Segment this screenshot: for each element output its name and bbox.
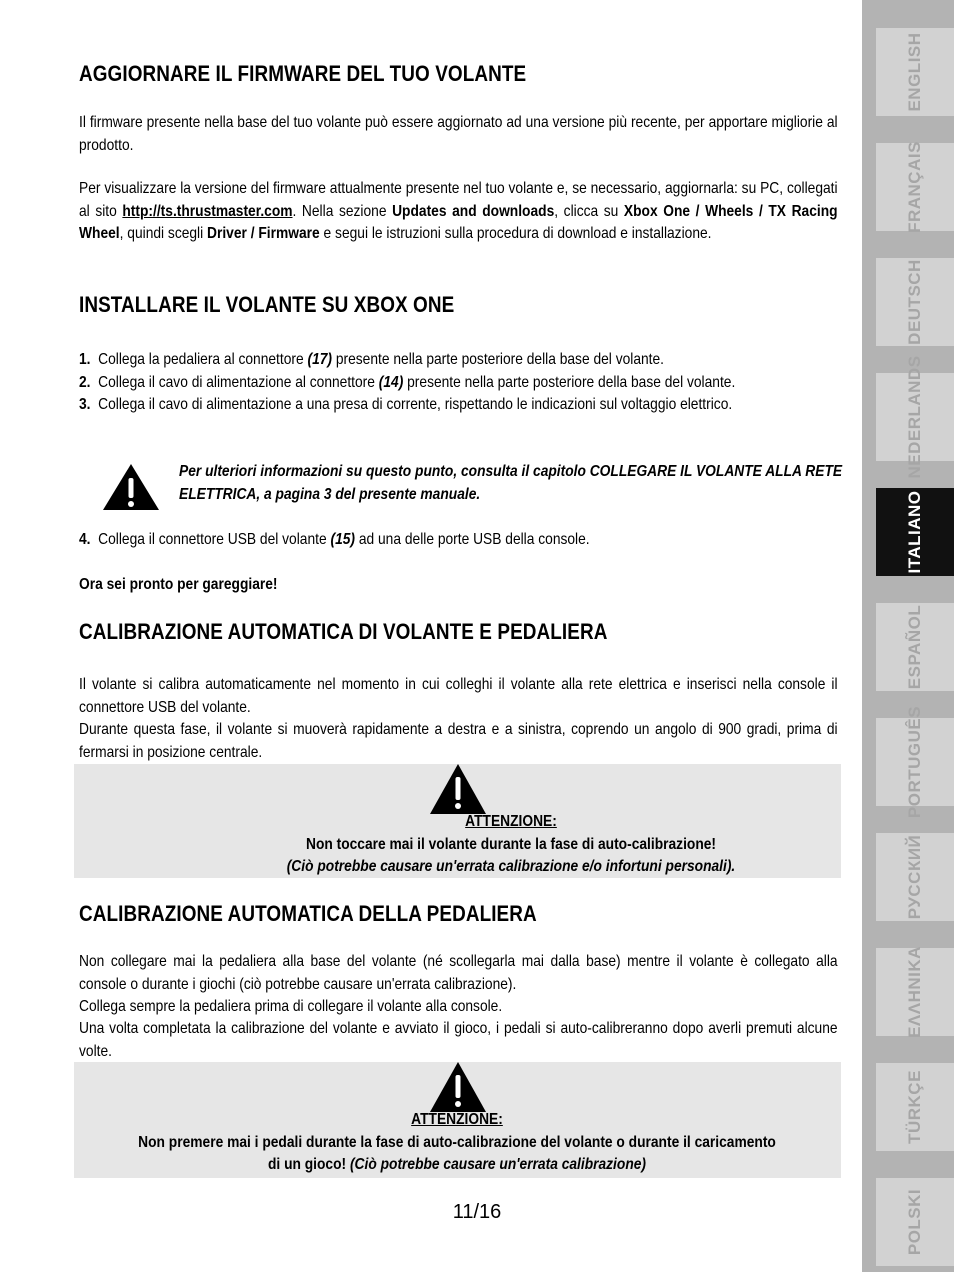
tab-turkce[interactable]: TÜRKÇE xyxy=(876,1063,954,1151)
firmware-paragraph-1: Il firmware presente nella base del tuo volante può essere aggiornato ad una versione più recente, per apportare migliorie al prodotto. xyxy=(79,114,838,154)
calibration-paragraph-2: Durante questa fase, il volante si muoverà rapidamente a destra e a sinistra, coprendo un angolo di 900 gradi, prima di fermarsi in posizione centrale. xyxy=(79,721,838,761)
tab-russian[interactable]: РУССКИЙ xyxy=(876,833,954,921)
pedal-warning-box: ATTENZIONE: Non premere mai i pedali durante la fase di auto-calibrazione del volante o durante il caricamento di un gioco! (Ciò potrebbe causare un'errata calibrazione) xyxy=(74,1062,841,1178)
list-item: 1. Collega la pedaliera al connettore (17) presente nella parte posteriore della base del volante. xyxy=(79,351,665,368)
tab-english[interactable]: ENGLISH xyxy=(876,28,954,116)
tab-espanol[interactable]: ESPAÑOL xyxy=(876,603,954,691)
install-steps-b xyxy=(79,529,837,552)
thrustmaster-link[interactable]: http://ts.thrustmaster.com xyxy=(122,202,293,220)
firmware-paragraph-2: Per visualizzare la versione del firmware attualmente presente nel tuo volante e, se necessario, aggiornarla: su PC, collegati al sito http://ts.thrustmaster.com. Nella sezione Updates and downloads, clicca su Xbox One / Wheels / TX Racing Wheel, quindi scegli Driver / Firmware e segui le istruzioni sulla procedura di download e installazione. xyxy=(79,180,838,242)
pedal-paragraph-1: Non collegare mai la pedaliera alla base del volante (né scollegarla mai dalla base) mentre il volante è collegato alla console o durante i giochi (ciò potrebbe causare un'errata calibrazione). xyxy=(79,953,838,993)
tab-francais[interactable]: FRANÇAIS xyxy=(876,143,954,231)
tab-nederlands[interactable]: NEDERLANDS xyxy=(876,373,954,461)
pedal-paragraph-3: Una volta completata la calibrazione del volante e avviato il gioco, i pedali si auto-calibreranno dopo averli premuti alcune volte. xyxy=(79,1020,838,1060)
heading-firmware: AGGIORNARE IL FIRMWARE DEL TUO VOLANTE xyxy=(79,61,527,86)
install-steps-a xyxy=(79,349,837,417)
heading-auto-calibration: CALIBRAZIONE AUTOMATICA DI VOLANTE E PEDALIERA xyxy=(79,619,608,644)
install-warning-text: Per ulteriori informazioni su questo punto, consulta il capitolo COLLEGARE IL VOLANTE ALLA RETE ELETTRICA, a pagina 3 del presente manuale. xyxy=(179,463,843,503)
warning-icon xyxy=(428,1062,488,1112)
tab-greek[interactable]: ΕΛΛΗΝΙΚΑ xyxy=(876,948,954,1036)
warning-icon xyxy=(428,764,488,814)
page-number: 11/16 xyxy=(452,1201,502,1223)
warning-icon xyxy=(101,462,161,512)
pedal-paragraph-2: Collega sempre la pedaliera prima di collegare il volante alla console. xyxy=(79,998,503,1015)
tab-italiano[interactable]: ITALIANO xyxy=(876,488,954,576)
list-item: 2. Collega il cavo di alimentazione al connettore (14) presente nella parte posteriore della base del volante. xyxy=(79,373,736,391)
calibration-warning-box: ATTENZIONE: Non toccare mai il volante durante la fase di auto-calibrazione! (Ciò potrebbe causare un'errata calibrazione e/o infortuni personali). xyxy=(74,764,841,878)
tab-polski[interactable]: POLSKI xyxy=(876,1178,954,1266)
heading-install: INSTALLARE IL VOLANTE SU XBOX ONE xyxy=(79,292,455,317)
heading-pedal-calibration: CALIBRAZIONE AUTOMATICA DELLA PEDALIERA xyxy=(79,901,537,926)
tab-deutsch[interactable]: DEUTSCH xyxy=(876,258,954,346)
list-item: 4. Collega il connettore USB del volante (15) ad una delle porte USB della console. xyxy=(79,531,590,548)
list-item: 3. Collega il cavo di alimentazione a una presa di corrente, rispettando le indicazioni sul voltaggio elettrico. xyxy=(79,396,733,413)
ready-text: Ora sei pronto per gareggiare! xyxy=(79,576,278,593)
language-tabs xyxy=(862,0,954,1272)
calibration-paragraph-1: Il volante si calibra automaticamente nel momento in cui colleghi il volante alla rete elettrica e inserisci nella console il connettore USB del volante. xyxy=(79,676,838,716)
tab-portugues[interactable]: PORTUGUÊS xyxy=(876,718,954,806)
